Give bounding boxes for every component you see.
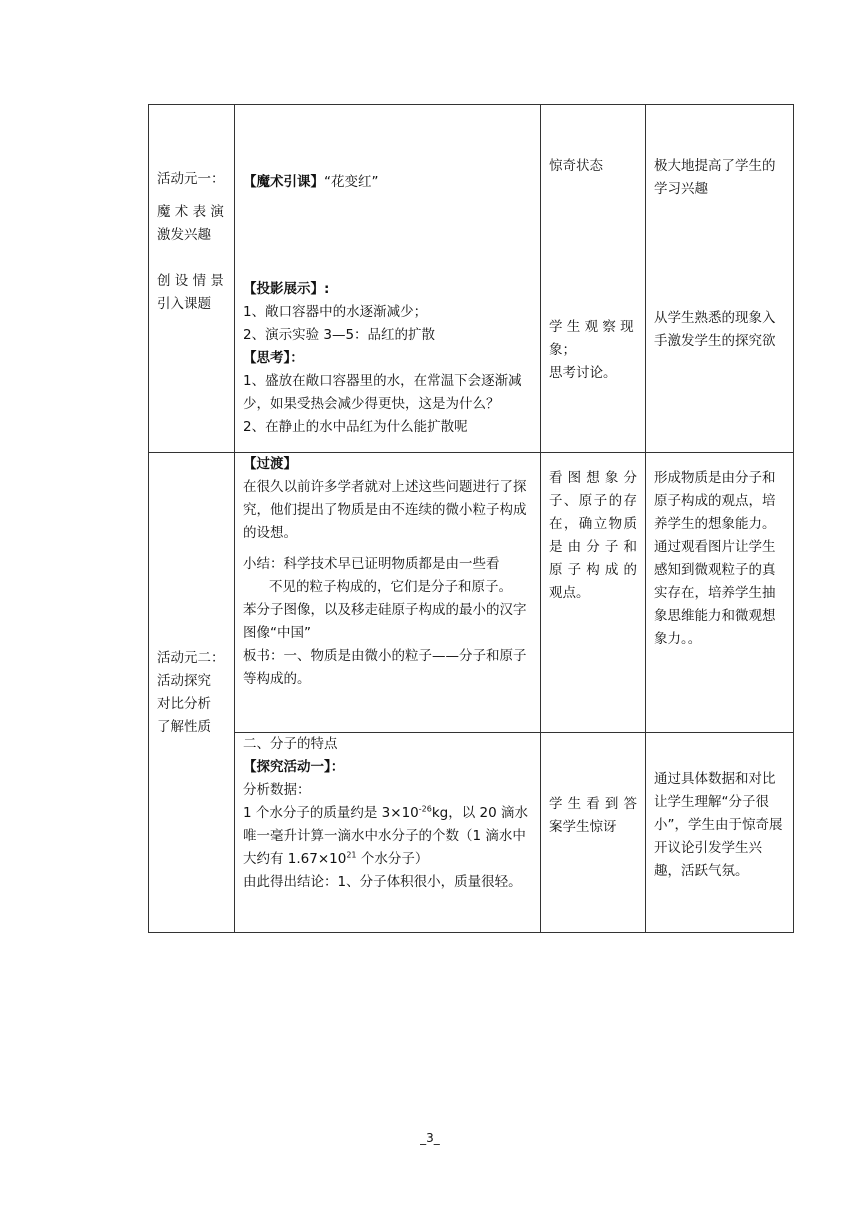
activity-label: 对比分析: [157, 695, 211, 712]
count-exponent: 21: [346, 850, 357, 860]
magic-text: “花变红”: [324, 174, 379, 190]
section-tag: 【投影展示】:: [243, 281, 330, 297]
list-item: 1、盛放在敞口容器里的水，在常温下会逐渐减少，如果受热会减少得更快，这是为什么？: [243, 373, 522, 412]
mass-post: kg，以 20 滴水唯一毫升计算一滴水中水分子的个数（1 滴水中大约有 1.67×10: [243, 805, 528, 867]
list-item: 2、演示实验 3—5：品红的扩散: [243, 327, 436, 343]
conclusion-text: 由此得出结论：1、分子体积很小，质量很轻。: [243, 874, 522, 890]
mass-data: [243, 802, 532, 871]
student-activity: 象；: [549, 342, 576, 358]
student-activity: 惊奇状态: [549, 158, 603, 174]
page-number: _3_: [420, 1131, 440, 1145]
section-tag: 【思考】：: [243, 350, 304, 366]
lesson-plan-table: [148, 104, 794, 933]
design-intent: 极大地提高了学生的学习兴趣: [654, 158, 776, 197]
content-cell: [235, 453, 541, 733]
activity-label: 活动探究: [157, 672, 211, 689]
table-row: [149, 733, 794, 933]
student-cell: [541, 453, 646, 733]
intent-cell: [646, 453, 794, 733]
content-cell: [235, 733, 541, 933]
design-intent: 通过具体数据和对比让学生理解“分子很小”，学生由于惊奇展开议论引发学生兴趣，活跃气氛。: [654, 771, 783, 879]
activity-label: 活动元一：: [157, 171, 225, 187]
activity-cell: [149, 105, 235, 453]
list-item: 2、在静止的水中品红为什么能扩散呢: [243, 419, 468, 435]
count-post: 个水分子）: [356, 851, 429, 867]
activity-label: 激发兴趣: [157, 227, 211, 243]
summary-text: 不见的粒子构成的，它们是分子和原子。: [269, 579, 512, 595]
design-intent: 形成物质是由分子和原子构成的观点，培养学生的想象能力。: [654, 470, 776, 532]
mass-exponent: -26: [418, 804, 432, 814]
activity-label: 引入课题: [157, 296, 211, 312]
analyze-label: 分析数据：: [243, 782, 311, 798]
activity-label: 魔 术 表 演: [157, 204, 224, 220]
content-cell: [235, 105, 541, 453]
student-activity: 学 生 看 到 答 案学生惊讶: [549, 796, 637, 835]
board-text: 板书：一、物质是由微小的粒子——分子和原子等构成的。: [243, 648, 527, 687]
design-intent: 通过观看图片让学生感知到微观粒子的真实存在，培养学生抽象思维能力和微观想象力。。: [654, 539, 776, 647]
summary-text: 小结：科学技术早已证明物质都是由一些看: [243, 556, 500, 572]
student-activity: 思考讨论。: [549, 365, 617, 381]
section-tag: 【探究活动一】：: [243, 759, 345, 775]
section-heading: 二、分子的特点: [243, 736, 338, 752]
section-tag: 【过渡】: [243, 456, 297, 472]
activity-label: 创 设 情 景: [157, 273, 224, 289]
table-row: [149, 105, 794, 453]
student-activity: 学 生 观 察 现: [549, 319, 634, 335]
design-intent: 从学生熟悉的现象入手激发学生的探究欲: [654, 310, 776, 349]
student-activity: 看 图 想 象 分 子、原子的存在，确立物质是 由 分 子 和 原 子 构 成 的 观点。: [549, 470, 637, 601]
intent-cell: [646, 105, 794, 453]
section-tag: 【魔术引课】: [243, 174, 324, 190]
activity-cell: [149, 453, 235, 933]
images-text: 苯分子图像，以及移走硅原子构成的最小的汉字图像“中国”: [243, 602, 527, 641]
magic-intro: [243, 171, 532, 194]
intent-cell: [646, 733, 794, 933]
list-item: 1、敞口容器中的水逐渐减少；: [243, 304, 428, 320]
transition-text: 在很久以前许多学者就对上述这些问题进行了探究，他们提出了物质是由不连续的微小粒子构成的设想。: [243, 479, 527, 541]
mass-pre: 1 个水分子的质量约是 3×10: [243, 805, 419, 821]
student-cell: [541, 105, 646, 453]
activity-label: 了解性质: [157, 718, 211, 735]
student-cell: [541, 733, 646, 933]
table-row: [149, 453, 794, 733]
activity-label: 活动元二：: [157, 649, 225, 666]
